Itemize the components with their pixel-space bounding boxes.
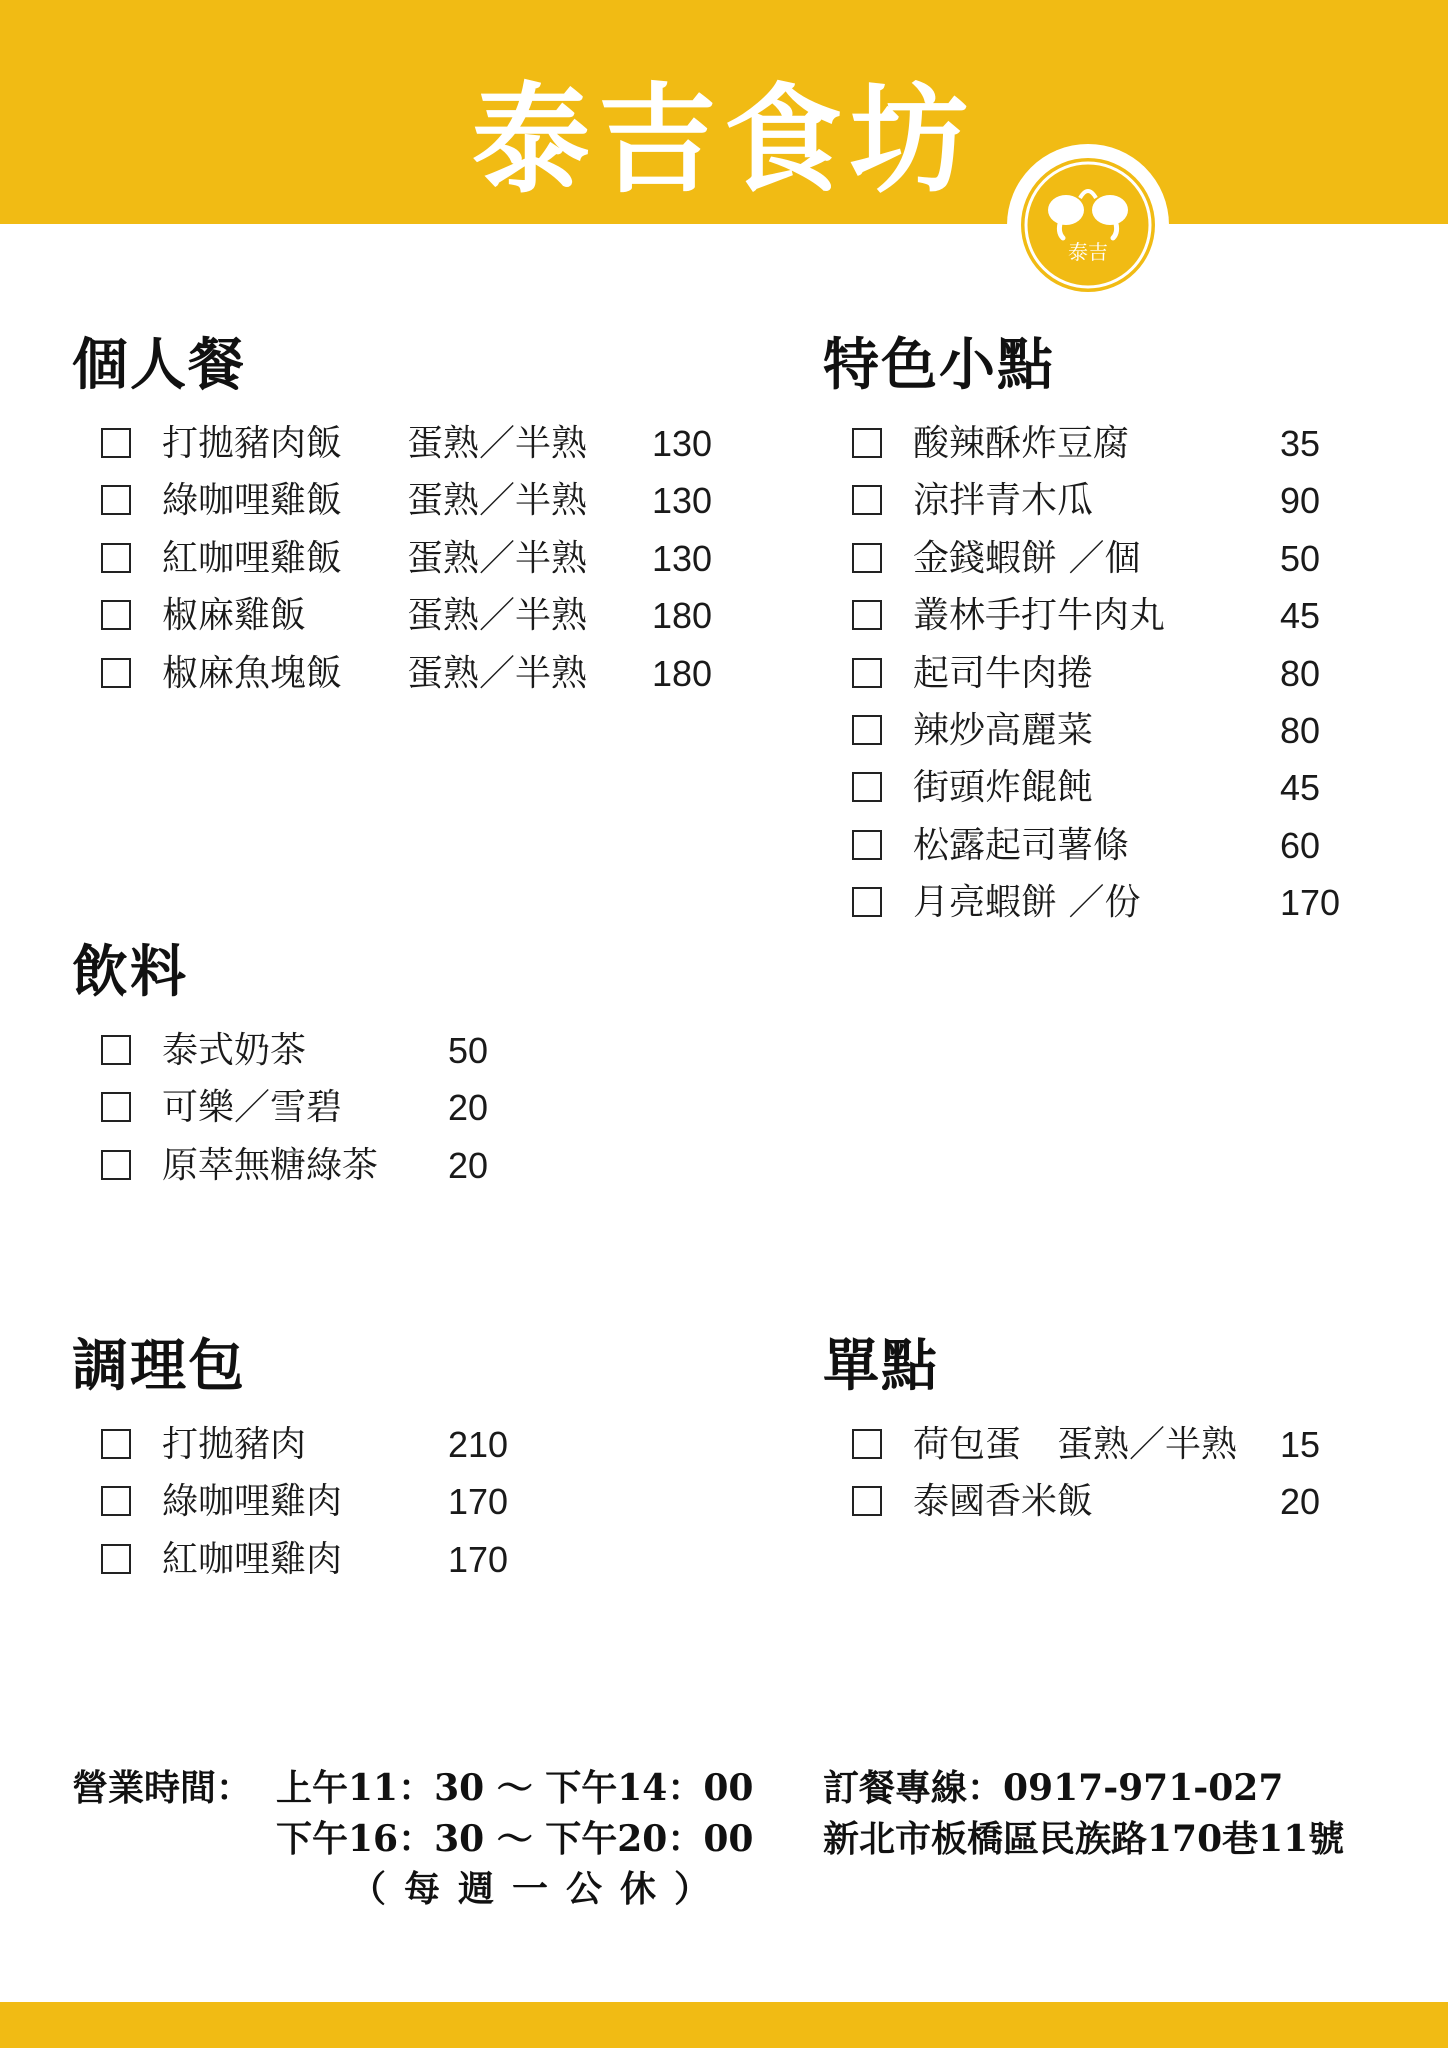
menu-item (72, 539, 752, 596)
item-option: 蛋熟／半熟 (407, 537, 588, 579)
item-price: 60 (1280, 824, 1321, 866)
item-name: 金錢蝦餅 ／個 (913, 537, 1141, 579)
section-meal-kits (72, 1331, 572, 1597)
section-snacks (823, 330, 1383, 941)
item-checkbox[interactable] (101, 1544, 131, 1574)
item-name: 街頭炸餛飩 (913, 767, 1094, 809)
item-price: 130 (652, 423, 713, 464)
item-option: 蛋熟／半熟 (407, 652, 588, 694)
item-option: 蛋熟／半熟 (407, 423, 588, 464)
item-checkbox[interactable] (101, 428, 131, 458)
item-checkbox[interactable] (852, 658, 882, 688)
item-checkbox[interactable] (101, 658, 131, 688)
section-title: 飲料 (72, 939, 188, 1005)
item-name: 涼拌青木瓜 (913, 480, 1094, 522)
item-name: 叢林手打牛肉丸 (913, 595, 1166, 637)
item-price: 20 (448, 1087, 489, 1129)
address: 新北市板橋區民族路170巷11號 (823, 1818, 1345, 1860)
menu-item (823, 481, 1383, 538)
menu-item (72, 596, 752, 653)
menu-list (72, 424, 752, 711)
item-price: 180 (652, 595, 713, 637)
section-title: 調理包 (72, 1333, 246, 1399)
menu-item (823, 826, 1383, 883)
item-price: 50 (448, 1030, 489, 1071)
item-price: 80 (1280, 652, 1321, 694)
item-option: 蛋熟／半熟 (407, 480, 588, 522)
item-price: 180 (652, 652, 713, 694)
item-checkbox[interactable] (852, 1429, 882, 1459)
item-checkbox[interactable] (852, 715, 882, 745)
item-name: 松露起司薯條 (913, 824, 1130, 866)
item-name: 泰式奶茶 (162, 1030, 307, 1071)
item-checkbox[interactable] (852, 485, 882, 515)
menu-item (823, 424, 1383, 481)
logo-text: 泰吉 (1068, 240, 1108, 264)
item-checkbox[interactable] (101, 1150, 131, 1180)
menu-item (72, 424, 752, 481)
item-option: 蛋熟／半熟 (1057, 1424, 1238, 1465)
section-title: 特色小點 (823, 332, 1055, 398)
item-name: 打拋豬肉 (162, 1424, 307, 1465)
menu-list (72, 1031, 572, 1203)
item-name: 綠咖哩雞飯 (162, 480, 343, 522)
menu-item (72, 1088, 572, 1145)
item-price: 50 (1280, 537, 1321, 579)
item-checkbox[interactable] (101, 1486, 131, 1516)
item-name: 荷包蛋 (913, 1424, 1022, 1465)
closed-day-note: （每週一公休） (350, 1868, 729, 1910)
hours-dinner: 下午16：30 ～ 下午20：00 (276, 1818, 754, 1860)
item-price: 80 (1280, 709, 1321, 751)
item-price: 20 (448, 1144, 489, 1186)
hours-lunch: 上午11：30 ～ 下午14：00 (276, 1767, 754, 1809)
hours-label: 營業時間： (72, 1767, 253, 1809)
item-name: 原萃無糖綠茶 (162, 1144, 379, 1186)
item-name: 月亮蝦餅 ／份 (913, 882, 1141, 924)
item-checkbox[interactable] (852, 772, 882, 802)
item-price: 45 (1280, 767, 1321, 809)
item-name: 可樂／雪碧 (162, 1087, 343, 1129)
order-phone: 訂餐專線：0917-971-027 (823, 1767, 1284, 1809)
item-price: 130 (652, 480, 713, 522)
item-price: 170 (448, 1481, 509, 1523)
menu-item (823, 654, 1383, 711)
menu-list (823, 1425, 1383, 1540)
item-checkbox[interactable] (101, 1429, 131, 1459)
elephant-logo-icon (1021, 158, 1155, 292)
menu-list (72, 1425, 572, 1597)
section-title: 個人餐 (72, 332, 246, 398)
footer-band (0, 2002, 1448, 2048)
menu-item (72, 1146, 572, 1203)
item-name: 打拋豬肉飯 (162, 423, 343, 464)
item-name: 辣炒高麗菜 (913, 709, 1094, 751)
section-personal-meals (72, 330, 752, 711)
item-price: 130 (652, 537, 713, 579)
item-price: 15 (1280, 1424, 1321, 1465)
item-name: 酸辣酥炸豆腐 (913, 423, 1130, 464)
menu-item (823, 768, 1383, 825)
menu-item (823, 883, 1383, 940)
menu-item (823, 1425, 1383, 1482)
item-name: 椒麻魚塊飯 (162, 652, 343, 694)
item-checkbox[interactable] (101, 1035, 131, 1065)
item-checkbox[interactable] (101, 485, 131, 515)
item-checkbox[interactable] (852, 543, 882, 573)
section-title: 單點 (823, 1333, 939, 1399)
section-drinks (72, 937, 572, 1203)
menu-item (72, 654, 752, 711)
item-name: 起司牛肉捲 (913, 652, 1094, 694)
menu-item (823, 1482, 1383, 1539)
item-checkbox[interactable] (852, 887, 882, 917)
menu-list (823, 424, 1383, 941)
menu-item (72, 1482, 572, 1539)
item-checkbox[interactable] (852, 600, 882, 630)
item-checkbox[interactable] (101, 543, 131, 573)
item-name: 椒麻雞飯 (162, 595, 307, 637)
item-checkbox[interactable] (852, 1486, 882, 1516)
menu-item (72, 1425, 572, 1482)
item-name: 紅咖哩雞飯 (162, 537, 343, 579)
item-price: 90 (1280, 480, 1321, 522)
shop-title: 泰吉食坊 (471, 70, 976, 209)
item-price: 170 (448, 1538, 509, 1580)
menu-item (823, 539, 1383, 596)
item-price: 20 (1280, 1481, 1321, 1523)
item-name: 紅咖哩雞肉 (162, 1538, 343, 1580)
section-add-ons (823, 1331, 1383, 1540)
menu-item (823, 596, 1383, 653)
item-price: 35 (1280, 423, 1321, 464)
item-name: 綠咖哩雞肉 (162, 1481, 343, 1523)
item-option: 蛋熟／半熟 (407, 595, 588, 637)
menu-item (72, 1031, 572, 1088)
item-price: 210 (448, 1424, 509, 1465)
item-checkbox[interactable] (101, 600, 131, 630)
item-price: 170 (1280, 882, 1341, 924)
menu-item (72, 481, 752, 538)
menu-item (72, 1540, 572, 1597)
item-price: 45 (1280, 595, 1321, 637)
item-checkbox[interactable] (852, 830, 882, 860)
menu-item (823, 711, 1383, 768)
item-checkbox[interactable] (101, 1092, 131, 1122)
item-name: 泰國香米飯 (913, 1481, 1094, 1523)
item-checkbox[interactable] (852, 428, 882, 458)
